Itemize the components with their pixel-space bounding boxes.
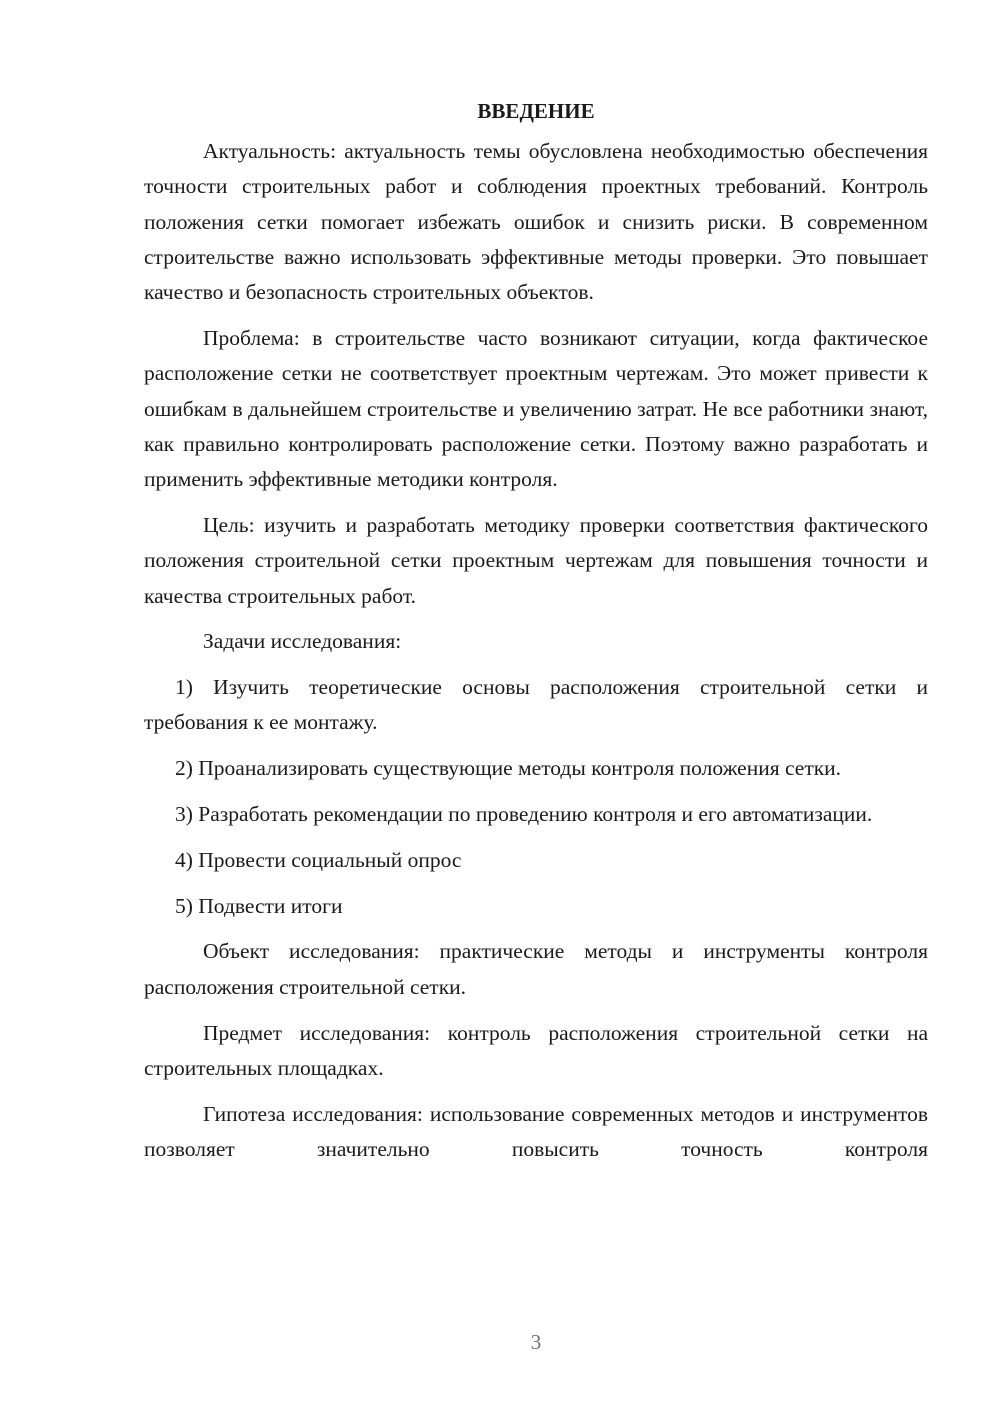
paragraph-tasks-heading: Задачи исследования: bbox=[203, 629, 402, 654]
paragraph-goal: Цель: изучить и разработать методику проверки соответствия фактического положения строительной сетки проектным чертежам для повышения точности и качества строительных работ. bbox=[144, 512, 928, 608]
task-item-3: 3) Разработать рекомендации по проведению контроля и его автоматизации. bbox=[175, 802, 873, 827]
section-heading: ВВЕДЕНИЕ bbox=[477, 99, 595, 123]
task-item-4: 4) Провести социальный опрос bbox=[175, 847, 462, 872]
task-item-5: 5) Подвести итоги bbox=[175, 893, 343, 918]
task-item-2: 2) Проанализировать существующие методы контроля положения сетки. bbox=[175, 756, 842, 781]
task-item-1: 1) Изучить теоретические основы расположения строительной сетки и требования к ее монтажу. bbox=[144, 675, 928, 735]
paragraph-object: Объект исследования: практические методы и инструменты контроля расположения строительной сетки. bbox=[144, 939, 928, 999]
paragraph-hypothesis: Гипотеза исследования: использование современных методов и инструментов позволяет значительно повысить точность контроля bbox=[144, 1101, 928, 1161]
paragraph-subject: Предмет исследования: контроль расположения строительной сетки на строительных площадках. bbox=[144, 1020, 928, 1080]
page-number: 3 bbox=[530, 1330, 542, 1354]
document-page bbox=[144, 94, 928, 1167]
paragraph-problem: Проблема: в строительстве часто возникают ситуации, когда фактическое расположение сетки не соответствует проектным чертежам. Это может привести к ошибкам в дальнейшем строительстве и увеличению затрат. Не все работники знают, как правильно контролировать расположение сетки. Поэтому важно разработать и применить эффективные методики контроля. bbox=[144, 325, 928, 492]
paragraph-relevance: Актуальность: актуальность темы обусловлена необходимостью обеспечения точности строительных работ и соблюдения проектных требований. Контроль положения сетки помогает избежать ошибок и снизить риски. В современном строительстве важно использовать эффективные методы проверки. Это повышает качество и безопасность строительных объектов. bbox=[144, 139, 928, 305]
